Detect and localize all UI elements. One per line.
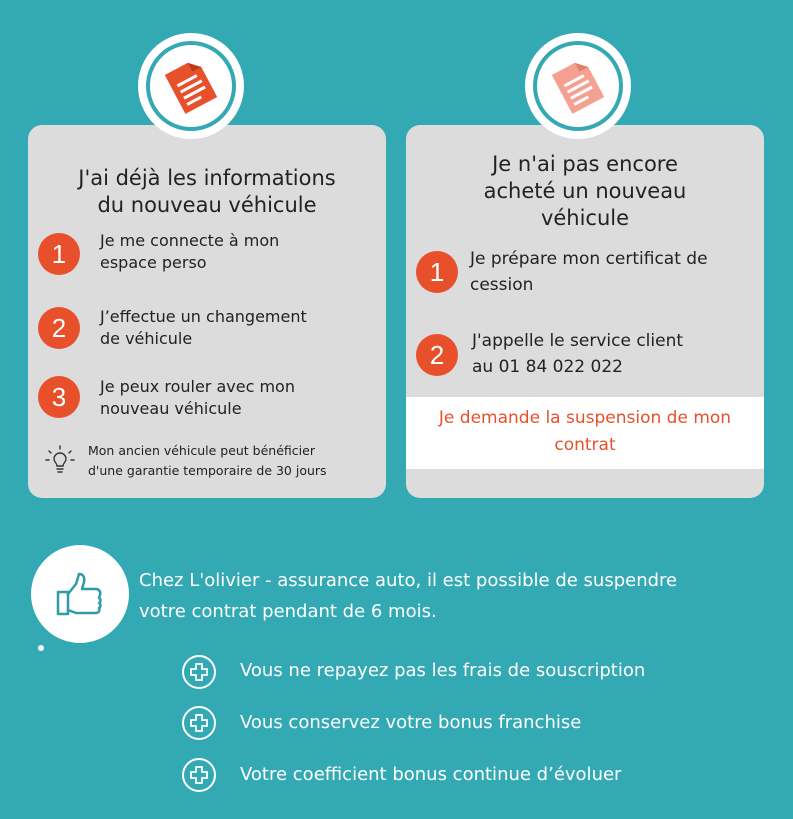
document-icon [546,54,610,118]
left-card-title [40,165,374,219]
step-line: espace perso [100,253,207,272]
info-text [139,565,769,627]
title-line: acheté un nouveau [483,179,687,203]
step-line: de véhicule [100,329,193,348]
suspension-line: contrat [554,435,616,455]
thumbs-up-bubble [31,545,129,643]
benefit-text: Vous conservez votre bonus franchise [240,712,582,733]
note-line: d'une garantie temporaire de 30 jours [88,463,327,478]
lightbulb-icon [42,442,78,478]
step-line: au 01 84 022 022 [472,357,623,377]
title-line: Je n'ai pas encore [492,152,678,176]
suspension-line: Je demande la suspension de mon [438,408,732,428]
step-line: Je peux rouler avec mon [100,377,295,396]
step-number-1: 1 [38,233,80,275]
plus-circle-icon [182,706,216,740]
step-line: Je prépare mon certificat de [470,249,708,269]
step-number-2: 2 [416,334,458,376]
step-line: nouveau véhicule [100,399,242,418]
document-icon-circle-left [138,33,244,139]
plus-circle-icon [182,655,216,689]
document-icon [159,54,223,118]
step-text-3 [100,376,295,420]
plus-circle-icon [182,758,216,792]
bubble-dot [53,628,61,636]
step-number-2: 2 [38,307,80,349]
info-line: votre contrat pendant de 6 mois. [139,601,437,622]
info-line: Chez L'olivier - assurance auto, il est possible de suspendre [139,570,678,591]
step-number-1: 1 [416,251,458,293]
right-card-title [420,151,750,232]
warranty-note [88,441,327,481]
step-line: Je me connecte à mon [100,231,280,250]
step-line: cession [470,275,534,295]
title-line: véhicule [540,206,630,230]
step-text-2 [472,328,683,380]
step-line: J'appelle le service client [472,331,684,351]
note-line: Mon ancien véhicule peut bénéficier [88,443,315,458]
step-number-3: 3 [38,376,80,418]
benefit-text: Vous ne repayez pas les frais de souscription [240,660,646,681]
title-line: J'ai déjà les informations [78,166,336,190]
document-icon-circle-right [525,33,631,139]
thumbs-up-icon [50,564,110,624]
title-line: du nouveau véhicule [97,193,317,217]
benefit-text: Votre coefficient bonus continue d’évoluer [240,764,622,785]
bubble-dot [38,645,44,651]
step-line: J’effectue un changement [100,307,307,326]
step-text-1 [470,246,708,298]
step-text-2 [100,306,307,350]
step-text-1 [100,230,279,274]
suspension-box [406,397,764,469]
